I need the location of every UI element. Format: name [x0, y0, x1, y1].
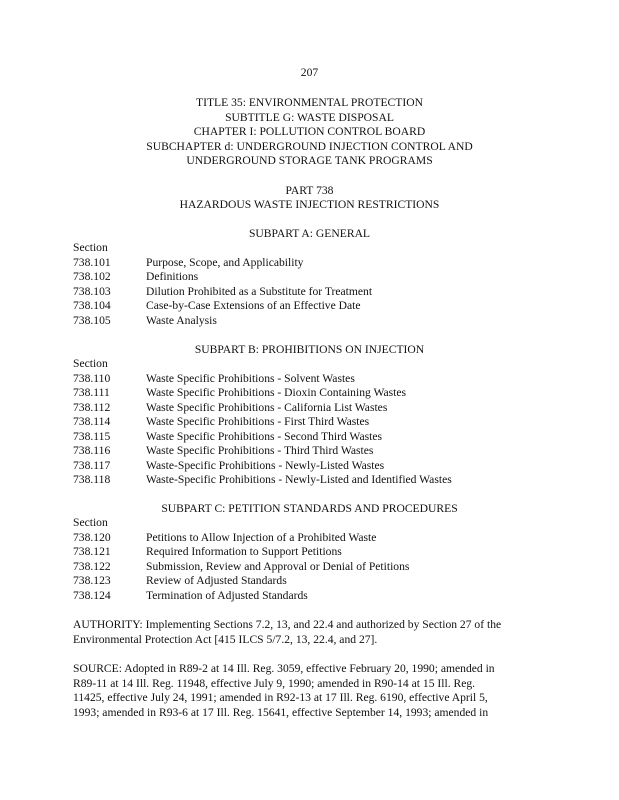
- section-label: Section: [73, 357, 108, 370]
- section-number: 738.105: [73, 314, 111, 327]
- section-title: Waste Specific Prohibitions - First Third Wastes: [146, 415, 370, 428]
- section-label: Section: [73, 241, 108, 254]
- page-number: 207: [300, 66, 319, 79]
- section-title: Case-by-Case Extensions of an Effective Date: [146, 299, 361, 312]
- section-title: Review of Adjusted Standards: [146, 574, 287, 587]
- source-line: R89-11 at 14 Ill. Reg. 11948, effective July 9, 1990; amended in R90-14 at 15 Ill. Reg.: [73, 676, 476, 690]
- source-note: [73, 662, 547, 720]
- section-title: Waste-Specific Prohibitions - Newly-Listed and Identified Wastes: [146, 473, 452, 486]
- section-title: Waste Specific Prohibitions - California List Wastes: [146, 401, 388, 414]
- section-title: Waste Analysis: [146, 314, 217, 327]
- section-number: 738.120: [73, 531, 111, 544]
- section-number: 738.111: [73, 386, 110, 399]
- section-number: 738.104: [73, 299, 111, 312]
- header-subchapter-cont: UNDERGROUND STORAGE TANK PROGRAMS: [186, 154, 433, 167]
- section-title: Waste Specific Prohibitions - Dioxin Containing Wastes: [146, 386, 407, 399]
- section-title: Petitions to Allow Injection of a Prohibited Waste: [146, 531, 377, 544]
- source-line: 1993; amended in R93-6 at 17 Ill. Reg. 15641, effective September 14, 1993; amended in: [73, 705, 489, 719]
- authority-line: Environmental Protection Act [415 ILCS 5/7.2, 13, 22.4, and 27].: [73, 632, 378, 646]
- part-number: PART 738: [285, 184, 334, 197]
- section-title: Purpose, Scope, and Applicability: [146, 256, 304, 269]
- section-number: 738.124: [73, 589, 111, 602]
- section-title: Waste Specific Prohibitions - Second Third Wastes: [146, 430, 382, 443]
- source-line: SOURCE: Adopted in R89-2 at 14 Ill. Reg. 3059, effective February 20, 1990; amended in: [73, 662, 495, 675]
- section-number: 738.118: [73, 473, 111, 486]
- section-number: 738.103: [73, 285, 111, 298]
- section-number: 738.122: [73, 560, 111, 573]
- part-title: HAZARDOUS WASTE INJECTION RESTRICTIONS: [179, 198, 440, 211]
- section-number: 738.102: [73, 270, 111, 283]
- section-number: 738.112: [73, 401, 111, 414]
- section-number: 738.101: [73, 256, 111, 269]
- header-title: TITLE 35: ENVIRONMENTAL PROTECTION: [196, 96, 423, 109]
- subpart-b-heading: SUBPART B: PROHIBITIONS ON INJECTION: [194, 343, 425, 356]
- authority-line: AUTHORITY: Implementing Sections 7.2, 13, and 22.4 and authorized by Section 27 of the: [73, 618, 502, 631]
- header-subchapter: SUBCHAPTER d: UNDERGROUND INJECTION CONTROL AND: [146, 140, 473, 153]
- section-number: 738.121: [73, 545, 111, 558]
- section-number: 738.117: [73, 459, 111, 472]
- section-number: 738.123: [73, 574, 111, 587]
- header-chapter: CHAPTER I: POLLUTION CONTROL BOARD: [193, 125, 426, 138]
- section-title: Submission, Review and Approval or Denial of Petitions: [146, 560, 410, 573]
- section-title: Waste-Specific Prohibitions - Newly-Listed Wastes: [146, 459, 385, 472]
- source-line: 11425, effective July 24, 1991; amended in R92-13 at 17 Ill. Reg. 6190, effective April 5,: [73, 691, 488, 704]
- section-title: Termination of Adjusted Standards: [146, 589, 308, 602]
- subpart-c-heading: SUBPART C: PETITION STANDARDS AND PROCEDURES: [161, 502, 458, 515]
- section-number: 738.114: [73, 415, 111, 428]
- section-title: Waste Specific Prohibitions - Third Third Wastes: [146, 444, 374, 457]
- subpart-a-heading: SUBPART A: GENERAL: [248, 227, 371, 240]
- header-subtitle: SUBTITLE G: WASTE DISPOSAL: [225, 111, 394, 124]
- section-title: Required Information to Support Petitions: [146, 545, 342, 558]
- section-title: Definitions: [146, 270, 199, 283]
- section-number: 738.115: [73, 430, 111, 443]
- section-label: Section: [73, 516, 108, 529]
- section-number: 738.116: [73, 444, 111, 457]
- section-title: Waste Specific Prohibitions - Solvent Wastes: [146, 372, 355, 385]
- section-title: Dilution Prohibited as a Substitute for Treatment: [146, 285, 373, 298]
- section-number: 738.110: [73, 372, 111, 385]
- authority-note: [73, 618, 547, 647]
